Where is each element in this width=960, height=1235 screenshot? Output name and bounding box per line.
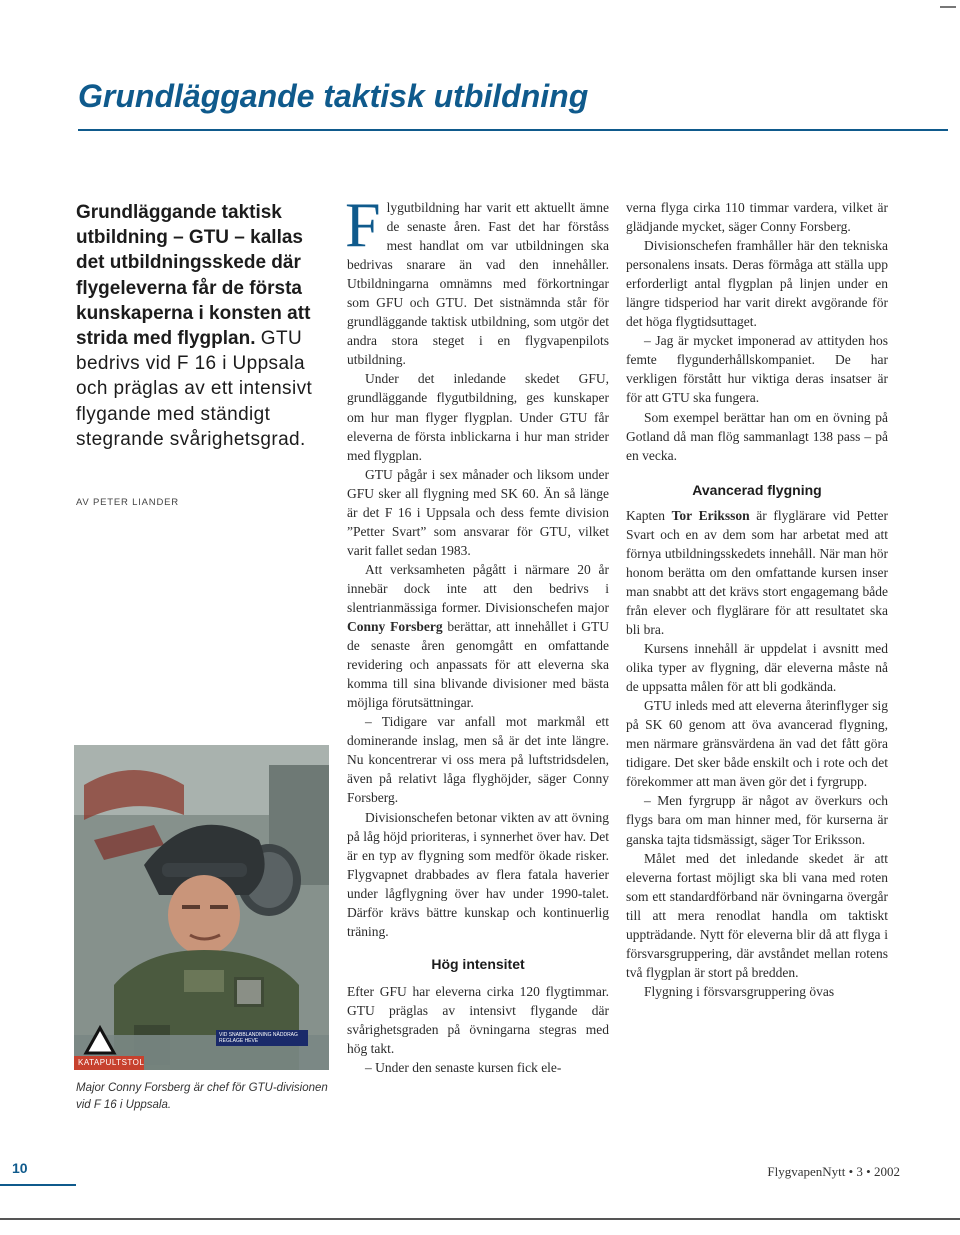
magazine-footer: FlygvapenNytt • 3 • 2002 bbox=[767, 1164, 900, 1179]
paragraph: – Under den senaste kursen fick ele- bbox=[365, 1060, 562, 1076]
corner-mark bbox=[940, 6, 956, 8]
page-number: 10 bbox=[12, 1160, 28, 1176]
drop-cap: F bbox=[345, 189, 381, 260]
photo-caption: Major Conny Forsberg är chef för GTU-divisionen vid F 16 i Uppsala. bbox=[76, 1082, 328, 1111]
article-column-3 bbox=[626, 198, 888, 1001]
paragraph: – Men fyrgrupp är något av överkurs och flygs bara om man hinner med, för kurserna är ganska tajta tidsmässigt, säger Tor Eriksson. bbox=[626, 793, 888, 847]
paragraph: GTU pågår i sex månader och liksom under GFU sker all flygning med SK 60. Än så länge är det F 16 i Uppsala och dess femte division ”Petter Svart” som ansvarar för GTU, vilket varit fallet sedan 1983. bbox=[347, 466, 609, 558]
title-rule bbox=[78, 129, 948, 131]
paragraph: – Tidigare var anfall mot markmål ett dominerande inslag, men så är det inte längre. Nu koncentrerar vi oss mera på luftstridsdelen, även på relativt låga flyghöjder, säger Conny Forsberg. bbox=[347, 714, 609, 806]
paragraph: Efter GFU har eleverna cirka 120 flygtimmar. GTU präglas av intensivt flygande där svårighetsgraden på övningarna stegras med hög takt. bbox=[347, 983, 609, 1057]
article-title: Grundläggande taktisk utbildning bbox=[78, 78, 589, 114]
paragraph: Under det inledande skedet GFU, grundläggande flygutbildning, ges kunskaper om hur man flyger flygplan. Under GTU får eleverna de första inblickarna i hur man strider med flygplan. bbox=[347, 371, 609, 463]
subheading-avancerad-flygning: Avancerad flygning bbox=[692, 481, 822, 498]
pilot-in-cockpit-photo bbox=[74, 745, 329, 1070]
paragraph: GTU inleds med att eleverna återinflyger sig på SK 60 genom att öva avancerad flygning, men närmare gränsvärdena än vad det fått göra tidigare. Det sker både enskilt och i rote och det förekommer att man även gör det i fyrgrupp. bbox=[626, 698, 888, 790]
lead-bold: Grundläggande taktisk utbildning – GTU – kallas det utbildningsskede där flygeleverna får de första kunskaperna i konsten att strida med flygplan. bbox=[76, 202, 311, 350]
person-name: Tor Eriksson bbox=[671, 507, 750, 523]
paragraph: Som exempel berättar han om en övning på Gotland då man flög sammanlagt 138 pass – på en vecka. bbox=[626, 409, 888, 463]
person-name: Conny Forsberg bbox=[347, 619, 443, 635]
article-column-2 bbox=[345, 189, 609, 1077]
paragraph: Kursens innehåll är uppdelat i avsnitt med olika typer av flygning, där eleverna måste nå de uppsatta målen för att bli godkända. bbox=[626, 641, 888, 695]
paragraph: – Jag är mycket imponerad av attityden hos femte flygunderhållskompaniet. De har verkligen förstått hur viktiga deras insatser är för att GTU ska fungera. bbox=[626, 333, 888, 406]
paragraph: Målet med det inledande skedet är att eleverna fortast möjligt ska bli vana med roten som ett standardförband när övningarna övergår till att mera renodlat handla om taktiskt uppträdande. Nytt för eleverna blir då att flyga i försvarsgruppering, där avståndet mellan rotens två flygplan är stort på bredden. bbox=[626, 850, 888, 980]
byline: AV PETER LIANDER bbox=[76, 497, 179, 508]
photo-illustration bbox=[74, 745, 329, 1070]
article-lead bbox=[76, 200, 332, 452]
paragraph: Kapten Tor Eriksson är flyglärare vid Petter Svart och en av dem som har arbetat med att förnya utbildningsskedets innehåll. När man hör honom berätta om den omfattande kursen inser man snabbt att det krävs stort engagemang både från elever och flyglärare för att resultatet ska bli bra. bbox=[626, 507, 888, 637]
paragraph-intro: Flygutbildning har varit ett aktuellt ämne de senaste åren. Fast det har förståss mest handlat om var utbildningen ska bedrivas snarare än vad den innehåller. Utbildningarna omnämns med förkortningar som GFU och GTU. Det sistnämnda står för grundläggande taktisk utbildning, som utgör det andra stora steget i en flygvapenpilots utbildning. bbox=[345, 189, 609, 368]
paragraph: Divisionschefen betonar vikten av att övning på låg höjd prioriteras, i synnerhet över hav. Det är en typ av flygning som medför ökade risker. Flygvapnet drabbades av flera fatala haverier under lågflygning över hav under 1990-talet. Därför krävs bättre kunskap och kontinuerlig träning. bbox=[347, 809, 609, 939]
bottom-rule bbox=[0, 1218, 960, 1220]
subheading-hog-intensitet: Hög intensitet bbox=[431, 955, 525, 972]
page-number-rule bbox=[0, 1184, 76, 1186]
paragraph: verna flyga cirka 110 timmar vardera, vilket är glädjande mycket, säger Conny Forsberg. bbox=[626, 200, 888, 235]
cockpit-label: KATAPULTSTOL bbox=[78, 1058, 145, 1067]
cockpit-warning-patch: VID SNABBLANDNING NÄDDRAG REGLAGE HEVE bbox=[219, 1032, 298, 1044]
paragraph: Divisionschefen framhåller här den tekniska personalens insats. Deras förmåga att ställa upp erforderligt antal flygplan på linjen under en längre tidsperiod har varit direkt avgörande för det höga flygtidsuttaget. bbox=[626, 238, 888, 330]
lead-normal: GTU bedrivs vid F 16 i Uppsala och präglas av ett intensivt flygande med ständigt stegrande svårighetsgrad. bbox=[76, 328, 313, 450]
paragraph: Flygning i försvarsgruppering övas bbox=[644, 983, 835, 999]
paragraph: Att verksamheten pågått i närmare 20 år innebär dock inte att den bedrivs i slentrianmässiga former. Divisionschefen major Conny Forsberg berättar, att innehållet i GTU de senaste åren genomgått en omfattande revidering och anpassats för att eleverna ska komma till sina blivande divisioner med bästa möjliga förutsättningar. bbox=[347, 561, 609, 711]
